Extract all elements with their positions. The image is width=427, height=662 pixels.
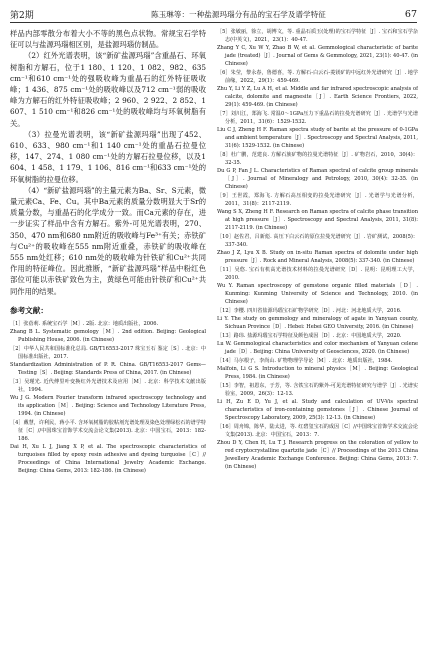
reference-en: Standardization Administration of P. R. China. GB/T16553-2017 Gems—Testing［S］. Beijing: Standards Press of China, 2017. (in Chinese) (10, 361, 206, 376)
reference-en: Du G P, Fan J L. Characteristics of Raman spectral of calcite group minerals［J］. Journal of Mineralogy and Petrology, 2010, 30(4): 32-35. (in Chinese) (217, 168, 418, 190)
reference-en: Li Y. The study on gemmology and mineralogy of agate in Yanyuan county, Sichuan Province［D］. Hebei: Hebei GEO University, 2016. (in Chinese) (217, 316, 418, 330)
reference-cn: ［5］张敏丽，徐立，胡博文，等. 重晶石质玉(处理)的宝石学特征［J］. 宝石和宝石学杂志(中英文)，2021，23(1)：40-47. (217, 29, 418, 43)
reference-cn: ［13］路玮. 盐源玛瑙宝石学特征及颜色成因［D］. 北京：中国地质大学，2020. (217, 333, 402, 339)
reference-cn: ［8］杜广鹏，范建良. 方解石族矿物的拉曼光谱特征［J］. 矿物岩石，2010，30(4)：32-35. (217, 152, 418, 166)
reference-cn: ［1］张蓓莉. 系统宝石学［M］. 2版. 北京：地质出版社，2006. (10, 320, 159, 327)
reference-item (10, 345, 206, 377)
references-heading: 参考文献： (10, 305, 48, 315)
body-paragraph: （4）“新矿盐源玛瑙”的主量元素为Ba、Sr、S元素，微量元素Ca、Fe、Cu。其中Ba元素的质量分数明显大于Sr的质量分数，与重晶石的化学成分一致。而Ca元素的存在，进一步证实了样品中含有方解石。紫外-可见光谱表明，270、350、470 nm和680 nm附近的吸收峰与Fe³⁺有关；赤铁矿与Cu²⁺的吸收峰在555 nm附近重叠，赤铁矿的吸收峰在555 nm处红移；610 nm处的吸收峰为针铁矿和Cu²⁺共同作用的特征峰位。因此推断，“新矿盐源玛瑙”样品中粉红色部位可能以赤铁矿致色为主，黄绿色可能由针铁矿和Cu²⁺共同作用的结果。 (10, 185, 206, 296)
reference-en: Zhang B L. Systematic gemology［M］. 2nd edition. Beijing: Geological Publishing House, 2006. (in Chinese) (10, 328, 206, 343)
body-paragraph: （3）拉曼光谱表明，该“新矿盐源玛瑙”出现了452、610、633、980 cm⁻¹和1 140 cm⁻¹处的重晶石拉曼位移，147、274、1 080 cm⁻¹处的方解石拉曼位移，以及1 604、1 458、1 179、1 106、816 cm⁻¹和633 cm⁻¹处的环氧树脂的拉曼位移。 (10, 129, 206, 184)
reference-cn: ［10］赵佐君，吕新彪. 高压下白云石的原位拉曼光谱研究［J］. 岩矿测试，2008(5)：337-340. (217, 234, 418, 248)
running-header (10, 6, 417, 23)
reference-cn: ［6］朱莹，黎永春，鲁德喜，等. 方解石-白云石-菱镁矿的中远红外光谱研究［J］. 地学前缘，2022，29(1)：459-469. (217, 70, 418, 84)
body-paragraph: （2）红外光谱表明，该“新矿盐源玛瑙”含重晶石、环氧树脂和方解石，位于1 180、1 120、1 082、982、635 cm⁻¹和610 cm⁻¹处的强吸收峰为重晶石的红外特征吸收峰；1 436、875 cm⁻¹处的吸收峰以及712 cm⁻¹弱的吸收峰为方解石的红外特征吸收峰；2 960、2 922、2 852、1 607、1 510 cm⁻¹和826 cm⁻¹处的吸收峰均与环氧树脂有关。 (10, 51, 206, 128)
reference-cn: ［7］刘川江，郑海飞. 常温0～1GPa压力下重晶石的拉曼光谱研究［J］. 光谱学与光谱分析，2011，31(6)：1529-1532. (217, 111, 418, 125)
reference-item (10, 320, 206, 344)
reference-en: Liu C J, Zheng H F. Raman spectra study of barite at the pressure of 0-1GPa and ambient temperature［J］. Spectroscopy and Spectral Analysis, 2011, 31(6): 1529-1532. (in Chinese) (217, 127, 418, 149)
reference-cn: ［14］马尔根子，李尚山. 矿物物理学导论［M］. 北京：地质出版社，1984. (217, 358, 393, 364)
reference-cn: ［2］中华人民共和国标准化总局. GB/T16553-2017 珠宝玉石 鉴定［S］. 北京：中国标准出版社，2017. (10, 345, 206, 360)
reference-item (217, 357, 418, 381)
reference-cn: ［15］李智，祖恩东，于芳，等. 含铁宝石的紫外-可见光谱特征研究与谱学［J］. 光谱实验室，2009，26(3)：12-13. (217, 383, 418, 397)
reference-en: Li H, Zu E D, Yu J, et al. Study and calculation of UV-Vis spectral characteristics of iron-containing gemstones［J］. Chinese Journal of Spectroscopy Laboratory, 2009, 25(3): 12-13. (in Chinese) (217, 399, 418, 421)
reference-en: Lu W. Gemmological characteristics and color mechanism of Yanyuan celene jade［D］. Beijing: China University of Geosciences, 2020. (in Chinese) (217, 341, 418, 355)
reference-cn: ［12］李樱. 四川省盐源玛瑙宝石矿物学研究［D］. 河北：河北地质大学，2016. (217, 308, 402, 314)
running-title: 陈玉琳等：一种盐源玛瑙分有品的宝石学及谱学特征 (151, 9, 326, 19)
reference-item (217, 28, 418, 68)
reference-en: Zhao J Z, Lyu X B. Study on in-situ Raman spectra of dolomite under high pressure［J］. Rock and Mineral Analysis, 2008(5): 337-340. (in Chinese) (217, 250, 418, 264)
reference-cn: ［4］戴慧，许利民，蒋小平. 含环氧树脂的胶粘剂光谱处理及染色处理绿松石的谱学特征［C］//中国珠宝首饰学术交流会论文集(2013). 北京：中国宝石，2013：182-186. (10, 419, 206, 442)
reference-en: Zhang Y C, Xu W Y, Zhao B W, et al. Gemmological characteristic of barite jade (treated)［J］. Journal of Gems & Gemmology, 2021, 23(1): 40-47. (in Chinese) (217, 45, 418, 67)
reference-cn: ［3］吴瑾光. 近代傅里叶变换红外光谱技术及应用［M］. 北京：科学技术文献出版社，1994. (10, 378, 206, 393)
reference-cn: ［16］周舟锦，陈华，陆太进，等. 红碧玺宝石的成因［C］//中国珠宝首饰学术交流会论文集(2013). 北京：中国宝石，2013：7. (217, 424, 418, 438)
reference-en: Wu Y. Raman spectroscopy of gemstone organic filled materials［D］. Kunming: Kunming University of Science and Technology, 2010. (in Chinese) (217, 283, 418, 305)
reference-en: Dai H, Xu L J, Jiang X P, et al. The spectroscopic characteristics of turquoises filled by epoxy resin adhesive and dyeing turquoise［C］// Proceedings of China International Jewelry Academic Exchange. Beijing: China Gems, 2013: 182-186. (in Chinese) (10, 443, 206, 474)
reference-cn: ［9］王世霞，郑海飞. 方解石高压相变的拉曼光谱研究［J］. 光谱学与光谱分析，2011，31(8)：2117-2119. (217, 193, 418, 207)
reference-item (10, 419, 206, 475)
reference-item (217, 382, 418, 422)
reference-item (217, 151, 418, 191)
reference-item (217, 110, 418, 150)
page-number: 67 (404, 8, 417, 20)
reference-en: Zhu Y, Li Y Z, Lu A H, et al. Middle and far infrared spectroscopic analysis of calcite, dolomite and magnesite［J］. Earth Science Frontiers, 2022, 29(1): 459-469. (in Chinese) (217, 86, 418, 108)
left-column (10, 28, 206, 658)
reference-en: Wu J G. Modern Fourier transform infrared spectroscopy technology and its application［M］. Beijing: Science and Technology Literature Press, 1994. (in Chinese) (10, 394, 206, 417)
reference-en: Malfoin, Li G S. Introduction to mineral physics［M］. Beijing: Geological Press, 1984. (in Chinese) (217, 366, 418, 380)
reference-item (10, 378, 206, 418)
reference-item (217, 307, 418, 331)
reference-item (217, 192, 418, 232)
reference-en: Wang S X, Zheng H F. Research on Raman spectra of calcite phase transition at high pressure［J］. Spectroscopy and Spectral Analysis, 2011, 31(8): 2117-2119. (in Chinese) (217, 209, 418, 231)
reference-item (217, 332, 418, 356)
reference-item (217, 233, 418, 265)
reference-item (217, 266, 418, 306)
reference-item (217, 423, 418, 471)
reference-item (217, 69, 418, 109)
issue-number: 第2期 (10, 10, 34, 21)
reference-cn: ［11］吴悠. 宝石有机高光谱技术材料的拉曼光谱研究［D］. 昆明：昆明理工大学，2010. (217, 267, 418, 281)
reference-en: Zhou D Y, Chen H, Lu T J. Research progress on the coloration of yellow to red cryptocrystalline quartzite jade［C］// Proceedings of the 2013 China Jewellery Academic Exchange Conference. Beijing: China Gems, 2013: 7. (in Chinese) (217, 440, 418, 470)
right-column (217, 28, 418, 658)
body-paragraph: 样品内部零散分布着大小不等的黑色点状物。常规宝石学特征可以与盐源玛瑙相区别，是盐源玛瑙仿制品。 (10, 29, 206, 50)
